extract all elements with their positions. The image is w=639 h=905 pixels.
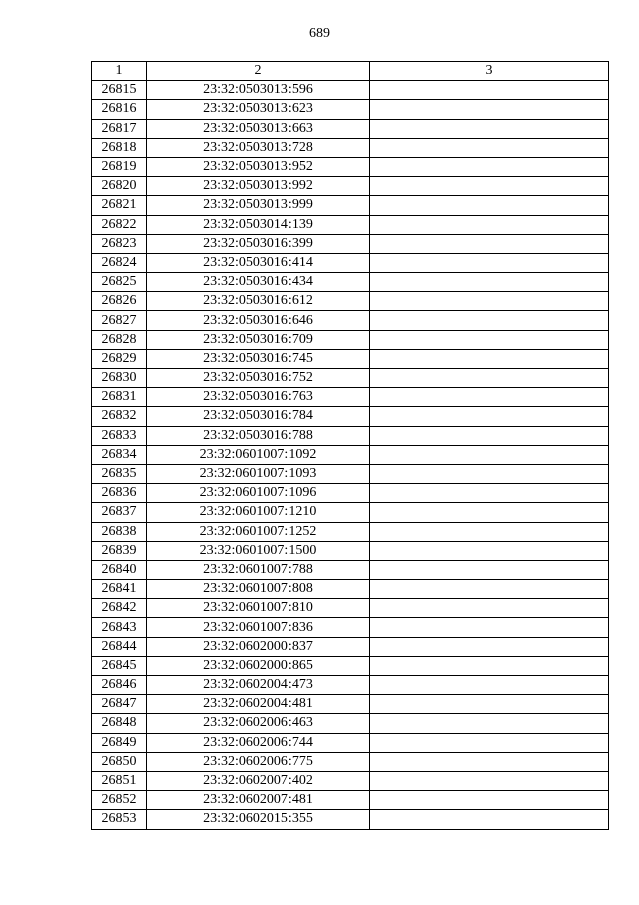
table-row [92, 618, 609, 637]
cadastral-number-cell: 23:32:0503014:139 [147, 215, 370, 234]
note-cell [370, 445, 609, 464]
row-number-cell: 26827 [92, 311, 147, 330]
note-cell [370, 349, 609, 368]
row-number-cell: 26850 [92, 752, 147, 771]
table-row [92, 599, 609, 618]
table-row [92, 560, 609, 579]
row-number-cell: 26822 [92, 215, 147, 234]
row-number-cell: 26821 [92, 196, 147, 215]
cadastral-number-cell: 23:32:0503013:623 [147, 100, 370, 119]
row-number-cell: 26819 [92, 157, 147, 176]
note-cell [370, 407, 609, 426]
row-number-cell: 26816 [92, 100, 147, 119]
cadastral-number-cell: 23:32:0503016:612 [147, 292, 370, 311]
row-number-cell: 26847 [92, 695, 147, 714]
table-row [92, 100, 609, 119]
table-row [92, 273, 609, 292]
note-cell [370, 177, 609, 196]
cadastral-number-cell: 23:32:0602007:481 [147, 791, 370, 810]
table-row [92, 253, 609, 272]
row-number-cell: 26833 [92, 426, 147, 445]
note-cell [370, 138, 609, 157]
note-cell [370, 311, 609, 330]
table-row [92, 445, 609, 464]
cadastral-number-cell: 23:32:0503016:414 [147, 253, 370, 272]
cadastral-number-cell: 23:32:0601007:788 [147, 560, 370, 579]
cadastral-number-cell: 23:32:0503013:992 [147, 177, 370, 196]
row-number-cell: 26823 [92, 234, 147, 253]
cadastral-number-cell: 23:32:0601007:810 [147, 599, 370, 618]
table-row [92, 503, 609, 522]
table-row [92, 196, 609, 215]
cadastral-number-cell: 23:32:0503016:434 [147, 273, 370, 292]
table-row [92, 580, 609, 599]
row-number-cell: 26825 [92, 273, 147, 292]
cadastral-number-cell: 23:32:0602000:865 [147, 656, 370, 675]
note-cell [370, 81, 609, 100]
table-row [92, 138, 609, 157]
note-cell [370, 541, 609, 560]
table-body [92, 81, 609, 829]
note-cell [370, 599, 609, 618]
row-number-cell: 26818 [92, 138, 147, 157]
row-number-cell: 26852 [92, 791, 147, 810]
table-row [92, 791, 609, 810]
note-cell [370, 771, 609, 790]
note-cell [370, 253, 609, 272]
cadastral-number-cell: 23:32:0503016:399 [147, 234, 370, 253]
table-row [92, 311, 609, 330]
table-row [92, 637, 609, 656]
row-number-cell: 26815 [92, 81, 147, 100]
cadastral-number-cell: 23:32:0601007:1500 [147, 541, 370, 560]
cadastral-number-cell: 23:32:0602015:355 [147, 810, 370, 829]
table-row [92, 484, 609, 503]
cadastral-number-cell: 23:32:0602006:463 [147, 714, 370, 733]
cadastral-number-cell: 23:32:0503016:784 [147, 407, 370, 426]
header-row [92, 62, 609, 81]
table-row [92, 733, 609, 752]
note-cell [370, 215, 609, 234]
table-row [92, 810, 609, 829]
note-cell [370, 119, 609, 138]
table-row [92, 215, 609, 234]
note-cell [370, 676, 609, 695]
row-number-cell: 26844 [92, 637, 147, 656]
row-number-cell: 26829 [92, 349, 147, 368]
cadastral-number-cell: 23:32:0602004:481 [147, 695, 370, 714]
row-number-cell: 26834 [92, 445, 147, 464]
table-row [92, 771, 609, 790]
note-cell [370, 656, 609, 675]
row-number-cell: 26830 [92, 369, 147, 388]
cadastral-number-cell: 23:32:0503013:999 [147, 196, 370, 215]
table-row [92, 426, 609, 445]
note-cell [370, 234, 609, 253]
cadastral-number-cell: 23:32:0601007:1093 [147, 464, 370, 483]
column-header-3: 3 [370, 62, 609, 81]
table-header [92, 62, 609, 81]
table-row [92, 388, 609, 407]
table-row [92, 676, 609, 695]
note-cell [370, 714, 609, 733]
note-cell [370, 426, 609, 445]
table-row [92, 157, 609, 176]
row-number-cell: 26828 [92, 330, 147, 349]
cadastral-number-cell: 23:32:0602006:775 [147, 752, 370, 771]
cadastral-number-cell: 23:32:0602000:837 [147, 637, 370, 656]
cadastral-number-cell: 23:32:0503013:596 [147, 81, 370, 100]
cadastral-number-cell: 23:32:0503016:646 [147, 311, 370, 330]
row-number-cell: 26820 [92, 177, 147, 196]
cadastral-number-cell: 23:32:0503016:752 [147, 369, 370, 388]
column-header-1: 1 [92, 62, 147, 81]
note-cell [370, 273, 609, 292]
row-number-cell: 26846 [92, 676, 147, 695]
table-row [92, 349, 609, 368]
cadastral-number-cell: 23:32:0503013:728 [147, 138, 370, 157]
table-row [92, 177, 609, 196]
note-cell [370, 733, 609, 752]
table-row [92, 695, 609, 714]
row-number-cell: 26848 [92, 714, 147, 733]
table-row [92, 369, 609, 388]
table-row [92, 541, 609, 560]
cadastral-number-cell: 23:32:0602007:402 [147, 771, 370, 790]
cadastral-number-cell: 23:32:0601007:1252 [147, 522, 370, 541]
cadastral-number-cell: 23:32:0503016:788 [147, 426, 370, 445]
cadastral-number-cell: 23:32:0503013:952 [147, 157, 370, 176]
cadastral-number-cell: 23:32:0601007:808 [147, 580, 370, 599]
note-cell [370, 637, 609, 656]
table-row [92, 656, 609, 675]
table-row [92, 81, 609, 100]
note-cell [370, 330, 609, 349]
note-cell [370, 464, 609, 483]
row-number-cell: 26842 [92, 599, 147, 618]
table-row [92, 119, 609, 138]
row-number-cell: 26824 [92, 253, 147, 272]
note-cell [370, 196, 609, 215]
row-number-cell: 26840 [92, 560, 147, 579]
row-number-cell: 26835 [92, 464, 147, 483]
note-cell [370, 369, 609, 388]
cadastral-number-cell: 23:32:0601007:1092 [147, 445, 370, 464]
note-cell [370, 810, 609, 829]
row-number-cell: 26817 [92, 119, 147, 138]
note-cell [370, 752, 609, 771]
cadastral-number-cell: 23:32:0503016:745 [147, 349, 370, 368]
row-number-cell: 26826 [92, 292, 147, 311]
table-row [92, 292, 609, 311]
row-number-cell: 26838 [92, 522, 147, 541]
table-row [92, 234, 609, 253]
note-cell [370, 292, 609, 311]
row-number-cell: 26837 [92, 503, 147, 522]
row-number-cell: 26849 [92, 733, 147, 752]
note-cell [370, 560, 609, 579]
table-row [92, 522, 609, 541]
row-number-cell: 26851 [92, 771, 147, 790]
note-cell [370, 695, 609, 714]
cadastral-number-cell: 23:32:0601007:836 [147, 618, 370, 637]
cadastral-number-cell: 23:32:0602004:473 [147, 676, 370, 695]
table-row [92, 407, 609, 426]
cadastral-number-cell: 23:32:0503013:663 [147, 119, 370, 138]
table-row [92, 752, 609, 771]
row-number-cell: 26853 [92, 810, 147, 829]
row-number-cell: 26839 [92, 541, 147, 560]
note-cell [370, 388, 609, 407]
table-row [92, 464, 609, 483]
cadastral-number-cell: 23:32:0602006:744 [147, 733, 370, 752]
row-number-cell: 26845 [92, 656, 147, 675]
note-cell [370, 522, 609, 541]
note-cell [370, 618, 609, 637]
row-number-cell: 26832 [92, 407, 147, 426]
row-number-cell: 26841 [92, 580, 147, 599]
cadastral-number-cell: 23:32:0503016:763 [147, 388, 370, 407]
row-number-cell: 26843 [92, 618, 147, 637]
note-cell [370, 580, 609, 599]
note-cell [370, 100, 609, 119]
cadastral-number-cell: 23:32:0601007:1096 [147, 484, 370, 503]
note-cell [370, 791, 609, 810]
table-row [92, 330, 609, 349]
cadastral-number-cell: 23:32:0601007:1210 [147, 503, 370, 522]
note-cell [370, 503, 609, 522]
column-header-2: 2 [147, 62, 370, 81]
row-number-cell: 26836 [92, 484, 147, 503]
table-row [92, 714, 609, 733]
page-number: 689 [309, 26, 330, 41]
note-cell [370, 484, 609, 503]
cadastral-number-cell: 23:32:0503016:709 [147, 330, 370, 349]
data-table [91, 61, 609, 830]
note-cell [370, 157, 609, 176]
row-number-cell: 26831 [92, 388, 147, 407]
